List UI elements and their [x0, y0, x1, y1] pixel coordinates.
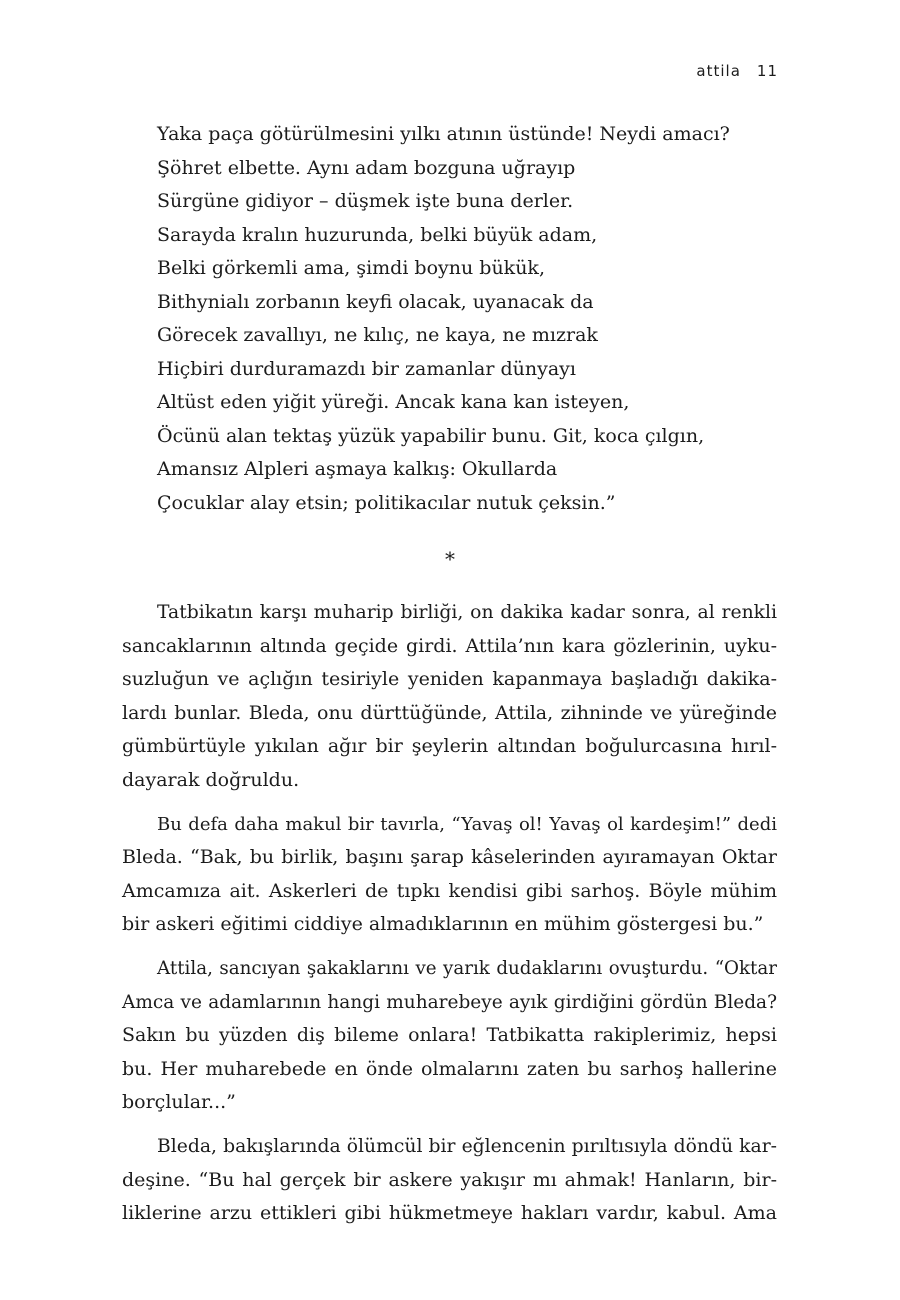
paragraph-line: Amcamıza ait. Askerleri de tıpkı kendisi gibi sarhoş. Böyle mühim [122, 879, 777, 902]
verse-line: Şöhret elbette. Aynı adam bozguna uğrayıp [157, 156, 576, 179]
prose-block [122, 596, 777, 1241]
running-title: attila [696, 62, 741, 80]
verse-line: Öcünü alan tektaş yüzük yapabilir bunu. Git, koca çılgın, [157, 424, 705, 447]
paragraph-line: sancaklarının altında geçide girdi. Attila’nın kara gözlerinin, uyku- [122, 634, 777, 657]
paragraph-line: Sakın bu yüzden diş bileme onlara! Tatbikatta rakiplerimiz, hepsi [122, 1024, 777, 1047]
paragraph-line: Attila, sancıyan şakaklarını ve yarık dudaklarını ovuşturdu. “Oktar [157, 957, 777, 979]
paragraph-line: bu. Her muharebede en önde olmalarını zaten bu sarhoş hallerine [122, 1057, 777, 1080]
paragraph-line: liklerine arzu ettikleri gibi hükmetmeye hakları vardır, kabul. Ama [122, 1202, 777, 1225]
verse-line: Görecek zavallıyı, ne kılıç, ne kaya, ne mızrak [157, 324, 598, 346]
paragraph-line: Bu defa daha makul bir tavırla, “Yavaş ol! Yavaş ol kardeşim!” dedi [157, 813, 777, 835]
paragraph-line: Bleda. “Bak, bu birlik, başını şarap kâselerinden ayıramayan Oktar [122, 846, 777, 869]
verse-line: Yaka paça götürülmesini yılkı atının üstünde! Neydi amacı? [157, 123, 730, 145]
paragraph-line: dayarak doğruldu. [122, 768, 300, 791]
paragraph-line: lardı bunlar. Bleda, onu dürttüğünde, Attila, zihninde ve yüreğinde [122, 701, 777, 724]
verse-block [157, 118, 777, 520]
running-header [696, 62, 778, 80]
paragraph [122, 952, 777, 1120]
paragraph-line: suzluğun ve açlığın tesiriyle yeniden kapanmaya başladığı dakika- [122, 668, 777, 691]
verse-line: Hiçbiri durduramazdı bir zamanlar dünyayı [157, 357, 576, 380]
paragraph [122, 596, 777, 798]
section-separator [0, 547, 900, 571]
paragraph [122, 1130, 777, 1231]
asterisk-separator: * [445, 547, 455, 571]
verse-line: Belki görkemli ama, şimdi boynu bükük, [157, 257, 545, 279]
paragraph [122, 808, 777, 942]
paragraph-line: deşine. “Bu hal gerçek bir askere yakışır mı ahmak! Hanların, bir- [122, 1168, 777, 1191]
paragraph-line: Amca ve adamlarının hangi muharebeye ayık girdiğini gördün Bleda? [122, 991, 777, 1013]
paragraph-line: borçlular...” [122, 1091, 236, 1114]
verse-line: Altüst eden yiğit yüreği. Ancak kana kan isteyen, [157, 391, 630, 413]
verse-line: Çocuklar alay etsin; politikacılar nutuk çeksin.” [157, 491, 616, 514]
verse-line: Sürgüne gidiyor – düşmek işte buna derler. [157, 190, 574, 212]
verse-line: Bithynialı zorbanın keyfi olacak, uyanacak da [157, 290, 594, 313]
paragraph-line: bir askeri eğitimi ciddiye almadıklarının en mühim göstergesi bu.” [122, 913, 764, 936]
verse-line: Amansız Alpleri aşmaya kalkış: Okullarda [157, 458, 558, 480]
page-number: 11 [756, 62, 778, 80]
paragraph-line: Tatbikatın karşı muharip birliği, on dakika kadar sonra, al renkli [157, 602, 777, 623]
paragraph-line: Bleda, bakışlarında ölümcül bir eğlencenin pırıltısıyla döndü kar- [157, 1135, 777, 1157]
paragraph-line: gümbürtüyle yıkılan ağır bir şeylerin altından boğulurcasına hırıl- [122, 735, 777, 758]
verse-line: Sarayda kralın huzurunda, belki büyük adam, [157, 223, 598, 246]
